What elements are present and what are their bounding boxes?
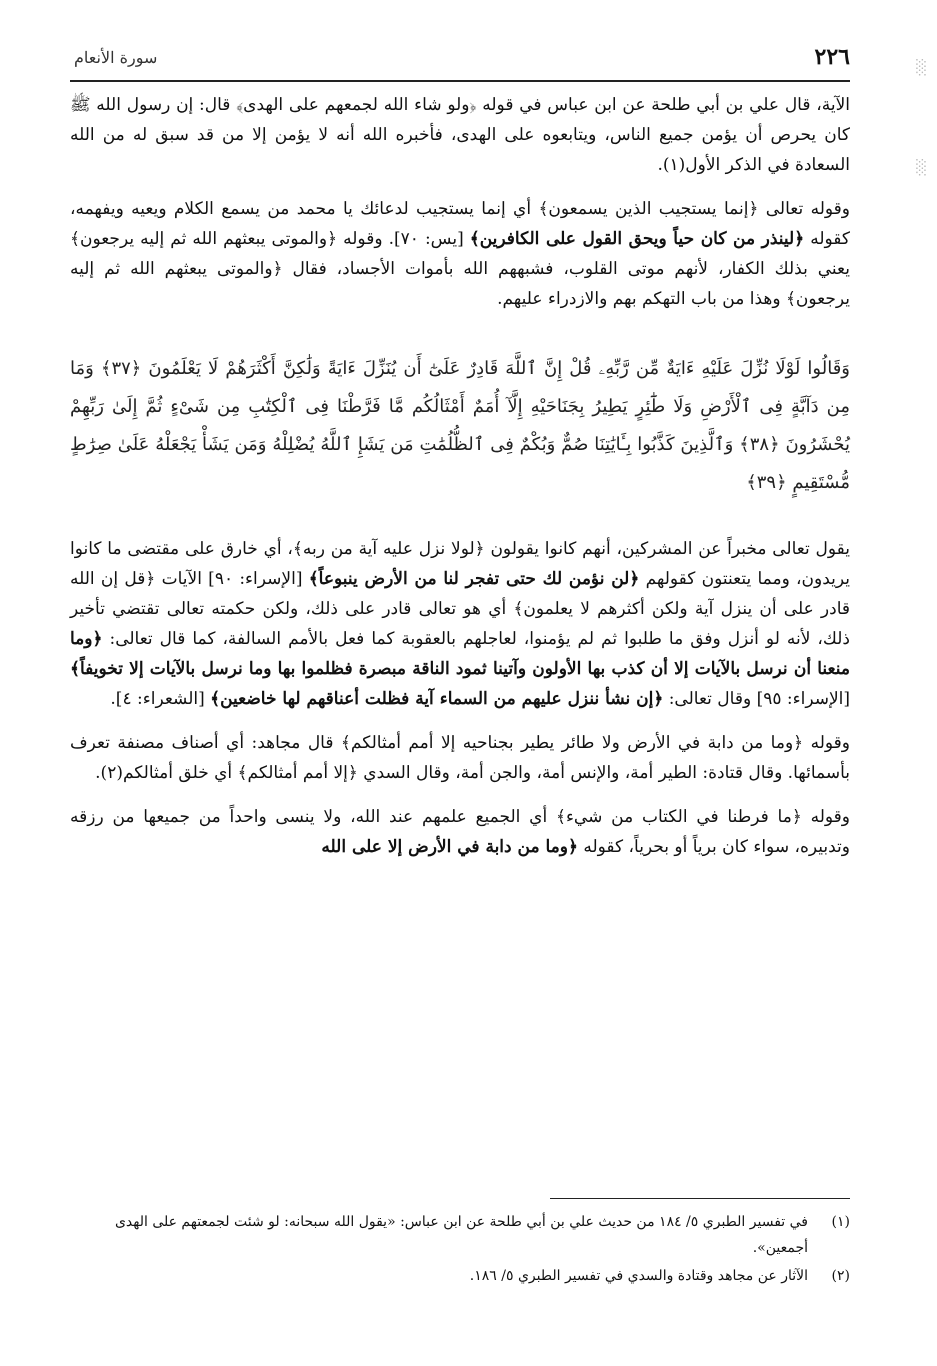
paragraph-2-text-b: [يس: ٧٠]. وقوله ﴿والموتى يبعثهم الله ثم إليه يرجعون﴾ يعني بذلك الكفار، لأنهم موتى القلوب، فشبههم الله بأموات الأجساد، فقال ﴿والموتى يبعثهم الله ثم إليه يرجعون﴾ وهذا من باب التهكم بهم والازدراء عليهم. bbox=[70, 229, 850, 309]
paragraph-2 bbox=[70, 194, 850, 314]
footnote-number: (٢) bbox=[831, 1268, 850, 1284]
paragraph-2-text-a: وقوله تعالى ﴿إنما يستجيب الذين يسمعون﴾ أي إنما يستجيب لدعائك يا محمد من يسمع الكلام ويعيه ويفهمه، كقوله bbox=[70, 199, 850, 249]
footnote bbox=[70, 1209, 850, 1261]
quoted-verse: ﴿وما منعنا أن نرسل بالآيات إلا أن كذب بها الأولون وآتينا ثمود الناقة مبصرة فظلموا بها وما نرسل بالآيات إلا تخويفاً﴾ bbox=[70, 629, 850, 679]
paragraph-3 bbox=[70, 534, 850, 714]
quoted-verse: ﴿لن نؤمن لك حتى تفجر لنا من الأرض ينبوعاً﴾ bbox=[308, 569, 640, 589]
paragraph-3-text-a: يقول تعالى مخبراً عن المشركين، أنهم كانوا يقولون ﴿لولا نزل عليه آية من ربه﴾، أي خارق على مقتضى ما كانوا يريدون، ومما يتعنتون كقولهم bbox=[70, 539, 851, 589]
footnote-text: في تفسير الطبري ٥/ ١٨٤ من حديث علي بن أبي طلحة عن ابن عباس: «يقول الله سبحانه: لو شئت لجمعتهم على الهدى أجمعين». bbox=[114, 1214, 808, 1256]
quoted-verse: ﴿وما من دابة في الأرض إلا على الله bbox=[321, 837, 578, 857]
quran-verses-block: وَقَالُوا لَوْلَا نُزِّلَ عَلَيْهِ ءَايَةٌ مِّن رَّبِّهِۦ قُلْ إِنَّ ٱللَّهَ قَادِرٌ عَلَىٰٓ أَن يُنَزِّلَ ءَايَةً وَلَٰكِنَّ أَكْثَرَهُمْ لَا يَعْلَمُونَ ﴿٣٧﴾ وَمَا مِن دَآبَّةٍ فِى ٱلْأَرْضِ وَلَا طَٰٓئِرٍ يَطِيرُ بِجَنَاحَيْهِ إِلَّآ أُمَمٌ أَمْثَالُكُم مَّا فَرَّطْنَا فِى ٱلْكِتَٰبِ مِن شَىْءٍ ثُمَّ إِلَىٰ رَبِّهِمْ يُحْشَرُونَ ﴿٣٨﴾ وَٱلَّذِينَ كَذَّبُوا بِـَٔايَٰتِنَا صُمٌّ وَبُكْمٌ فِى ٱلظُّلُمَٰتِ مَن يَشَإِ ٱللَّهُ يُضْلِلْهُ وَمَن يَشَأْ يَجْعَلْهُ عَلَىٰ صِرَٰطٍ مُّسْتَقِيمٍ ﴿٣٩﴾ bbox=[70, 358, 851, 493]
paragraph-5 bbox=[70, 802, 850, 862]
surah-title: سورة الأنعام bbox=[74, 48, 158, 67]
page-header bbox=[70, 44, 850, 82]
scan-speck: ░ bbox=[916, 60, 927, 76]
paragraph-3-text-d: [الشعراء: ٤]. bbox=[110, 689, 211, 709]
paragraph-1: الآية، قال علي بن أبي طلحة عن ابن عباس في قوله ﴿ولو شاء الله لجمعهم على الهدى﴾ قال: إن رسول الله ﷺ كان يحرص أن يؤمن جميع الناس، ويتابعوه على الهدى، فأخبره الله أنه لا يؤمن إلا من قد سبق له من الله السعادة في الذكر الأول(١). bbox=[70, 95, 850, 175]
footnote-text: الآثار عن مجاهد وقتادة والسدي في تفسير الطبري ٥/ ١٨٦. bbox=[469, 1268, 808, 1284]
footnote-divider bbox=[550, 1198, 850, 1199]
quoted-verse: ﴿إن نشأ ننزل عليهم من السماء آية فظلت أعناقهم لها خاضعين﴾ bbox=[210, 689, 664, 709]
footnotes bbox=[70, 1198, 850, 1291]
tafsir-body bbox=[70, 90, 850, 876]
footnote-number: (١) bbox=[831, 1214, 850, 1230]
paragraph-3-text-c: [الإسراء: ٩٥] وقال تعالى: bbox=[663, 689, 850, 709]
footnote bbox=[70, 1263, 850, 1289]
quoted-verse: ﴿لينذر من كان حياً ويحق القول على الكافرين﴾ bbox=[469, 229, 805, 249]
paragraph-5-text-a: وقوله ﴿ما فرطنا في الكتاب من شيء﴾ أي الجميع علمهم عند الله، ولا ينسى واحداً من جميعها من رزقه وتدبيره، سواء كان برياً أو بحرياً، كقوله bbox=[70, 807, 850, 857]
paragraph-3-text-b: [الإسراء: ٩٠] الآيات ﴿قل إن الله قادر على أن ينزل آية ولكن أكثرهم لا يعلمون﴾ أي هو تعالى قادر على ذلك، ولكن حكمته تعالى تقتضي تأخير ذلك، لأنه لو أنزل وفق ما طلبوا ثم لم يؤمنوا، لعاجلهم بالعقوبة كما فعل بالأمم السالفة، كما قال تعالى: bbox=[70, 569, 850, 649]
paragraph-4: وقوله ﴿وما من دابة في الأرض ولا طائر يطير بجناحيه إلا أمم أمثالكم﴾ قال مجاهد: أي أصناف مصنفة تعرف بأسمائها. وقال قتادة: الطير أمة، والإنس أمة، والجن أمة، وقال السدي ﴿إلا أمم أمثالكم﴾ أي خلق أمثالكم(٢). bbox=[70, 733, 850, 783]
scan-speck: ░ bbox=[916, 160, 927, 176]
page-number: ٢٢٦ bbox=[814, 44, 850, 70]
